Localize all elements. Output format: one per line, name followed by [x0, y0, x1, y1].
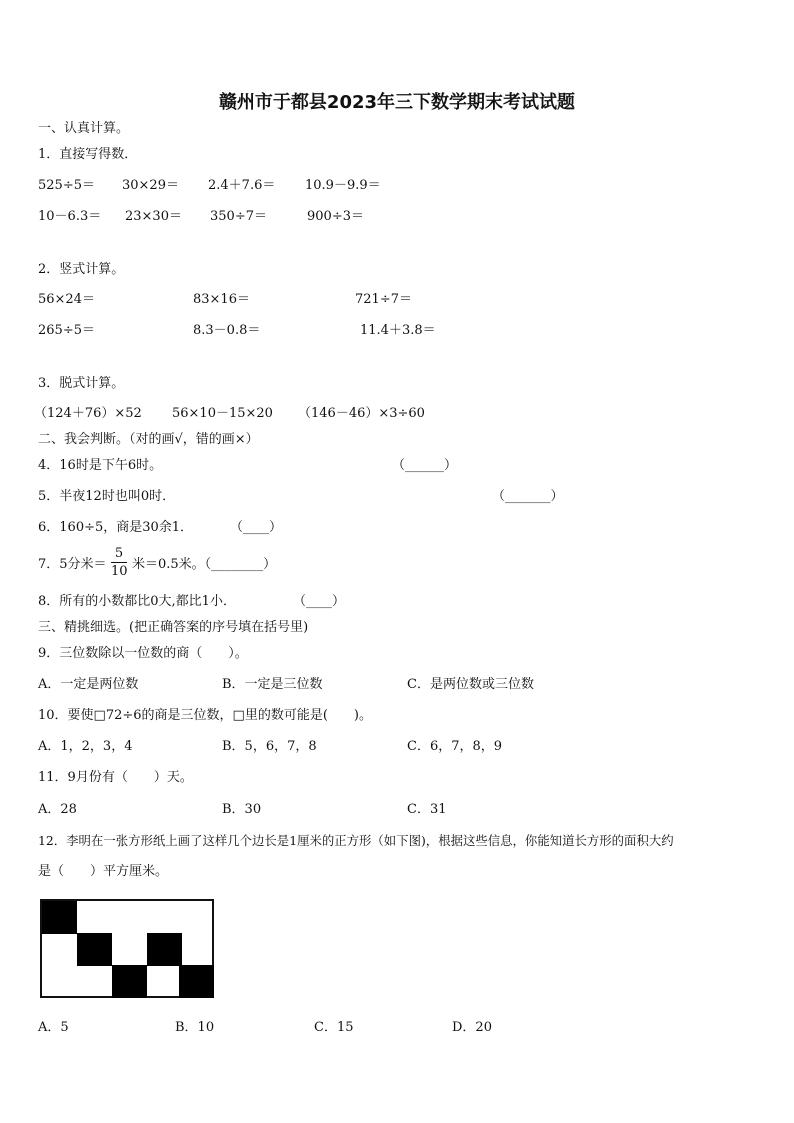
question-3-label: 3．脱式计算。 [38, 376, 125, 391]
question-4-text: 4．16时是下午6时。 [38, 458, 163, 473]
q1-item: 10－6.3＝ [38, 209, 102, 224]
q3-item: （146－46）×3÷60 [298, 406, 425, 421]
question-12-text-line1: 12．李明在一张方形纸上画了这样几个边长是1厘米的正方形（如下图)，根据这些信息，你能知道长方形的面积大约 [38, 833, 674, 848]
rectangle-figure [40, 899, 214, 998]
question-7-suffix: 米＝0.5米。（________） [132, 557, 277, 572]
black-square [77, 933, 112, 966]
q1-item: 2.4＋7.6＝ [208, 178, 276, 193]
q1-item: 525÷5＝ [38, 178, 95, 193]
option-b[interactable]: B．10 [175, 1020, 215, 1035]
answer-blank[interactable]: （____） [293, 594, 346, 609]
question-9-text: 9．三位数除以一位数的商（ ）。 [38, 646, 248, 661]
option-c[interactable]: C．是两位数或三位数 [407, 677, 534, 692]
option-c[interactable]: C．31 [407, 802, 447, 817]
question-12-text-line2: 是（ ）平方厘米。 [38, 864, 169, 879]
q2-item: 721÷7＝ [355, 292, 412, 307]
option-a[interactable]: A．5 [38, 1020, 69, 1035]
option-a[interactable]: A．1，2，3，4 [38, 739, 133, 754]
section-heading-3: 三、精挑细选。(把正确答案的序号填在括号里) [38, 620, 309, 635]
section-heading-1: 一、认真计算。 [38, 121, 130, 136]
black-square [112, 965, 147, 998]
answer-blank[interactable]: （_______） [492, 489, 564, 504]
answer-blank[interactable]: （____） [230, 520, 283, 535]
black-square [42, 901, 77, 934]
option-c[interactable]: C．15 [314, 1020, 354, 1035]
q2-item: 11.4＋3.8＝ [360, 323, 436, 338]
fraction-numerator: 5 [114, 546, 124, 561]
q1-item: 350÷7＝ [210, 209, 267, 224]
question-2-label: 2．竖式计算。 [38, 262, 125, 277]
option-b[interactable]: B．5，6，7，8 [222, 739, 317, 754]
option-b[interactable]: B．一定是三位数 [222, 677, 323, 692]
q1-item: 10.9－9.9＝ [305, 178, 381, 193]
q1-item: 23×30＝ [125, 209, 182, 224]
q3-item: （124＋76）×52 [34, 406, 142, 421]
q2-item: 83×16＝ [193, 292, 250, 307]
option-d[interactable]: D．20 [452, 1020, 492, 1035]
black-square [147, 933, 182, 966]
q1-item: 30×29＝ [122, 178, 179, 193]
question-1-label: 1．直接写得数． [38, 147, 138, 162]
question-8-text: 8．所有的小数都比0大,都比1小． [38, 594, 236, 609]
question-10-text: 10．要使□72÷6的商是三位数，□里的数可能是( )。 [38, 708, 372, 723]
fraction-bar [111, 562, 127, 563]
section-heading-2: 二、我会判断。（对的画√，错的画×） [38, 432, 259, 447]
black-square [179, 965, 214, 998]
fraction-denominator: 10 [111, 564, 128, 579]
question-5-text: 5．半夜12时也叫0时． [38, 489, 176, 504]
question-6-text: 6．160÷5，商是30余1． [38, 520, 194, 535]
option-a[interactable]: A．28 [38, 802, 77, 817]
option-b[interactable]: B．30 [222, 802, 262, 817]
q1-item: 900÷3＝ [307, 209, 364, 224]
question-7-prefix: 7．5分米＝ [38, 557, 107, 572]
option-a[interactable]: A．一定是两位数 [38, 677, 139, 692]
question-11-text: 11．9月份有（ ）天。 [38, 770, 193, 785]
q2-item: 265÷5＝ [38, 323, 95, 338]
q2-item: 8.3－0.8＝ [193, 323, 261, 338]
answer-blank[interactable]: （______） [392, 458, 458, 473]
fraction [111, 546, 127, 579]
q3-item: 56×10－15×20 [172, 406, 273, 421]
q2-item: 56×24＝ [38, 292, 95, 307]
option-c[interactable]: C．6，7，8，9 [407, 739, 503, 754]
page-title: 赣州市于都县2023年三下数学期末考试试题 [218, 92, 576, 113]
